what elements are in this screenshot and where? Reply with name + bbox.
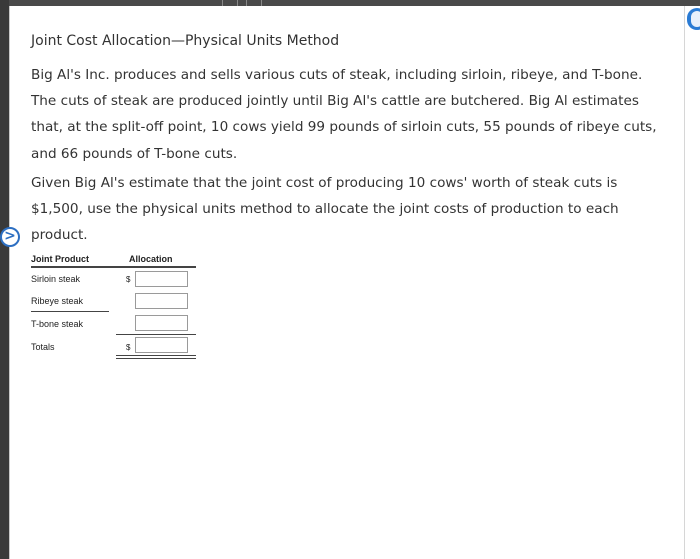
toolbar-notch — [222, 0, 238, 6]
row-label-totals: Totals — [31, 342, 55, 352]
question-title: Joint Cost Allocation—Physical Units Method — [31, 33, 340, 49]
row-label-sirloin: Sirloin steak — [31, 274, 81, 284]
currency-symbol: $ — [126, 275, 131, 284]
toolbar-notch — [246, 0, 262, 6]
ribeye-allocation-input[interactable] — [135, 293, 188, 309]
allocation-table — [31, 249, 201, 361]
content-right-border — [684, 6, 685, 559]
tbone-allocation-input[interactable] — [135, 315, 188, 331]
header-allocation: Allocation — [129, 254, 173, 264]
header-joint-product: Joint Product — [31, 254, 89, 264]
left-window-frame — [0, 0, 9, 559]
question-paragraph-1: Big Al's Inc. produces and sells various cuts of steak, including sirloin, ribeye, and T-bone. The cuts of steak are produced jointly until Big Al's cattle are butchered. Big Al estimates that, at the split-off point, 10 cows yield 99 pounds of sirloin cuts, 55 pounds of ribeye cuts, and 66 pounds of T-bone cuts. — [31, 67, 657, 162]
total-double-rule-bottom — [116, 358, 196, 359]
sirloin-allocation-input[interactable] — [135, 271, 188, 287]
row-label-ribeye: Ribeye steak — [31, 296, 84, 306]
row-label-tbone: T-bone steak — [31, 319, 84, 329]
question-paragraph-2: Given Big Al's estimate that the joint cost of producing 10 cows' worth of steak cuts is $1,500, use the physical units method to allocate the joint costs of production to each product. — [31, 175, 619, 244]
side-panel-tab-icon[interactable] — [687, 8, 700, 30]
header-rule — [31, 266, 196, 268]
currency-symbol: $ — [126, 343, 131, 352]
expand-arrow-icon[interactable]: > — [0, 227, 20, 247]
subtotal-rule — [116, 334, 196, 335]
product-column-rule — [31, 311, 109, 312]
window-top-bar — [0, 0, 700, 6]
content-left-border — [9, 6, 10, 559]
total-double-rule-top — [116, 355, 196, 356]
total-allocation-input[interactable] — [135, 337, 188, 353]
